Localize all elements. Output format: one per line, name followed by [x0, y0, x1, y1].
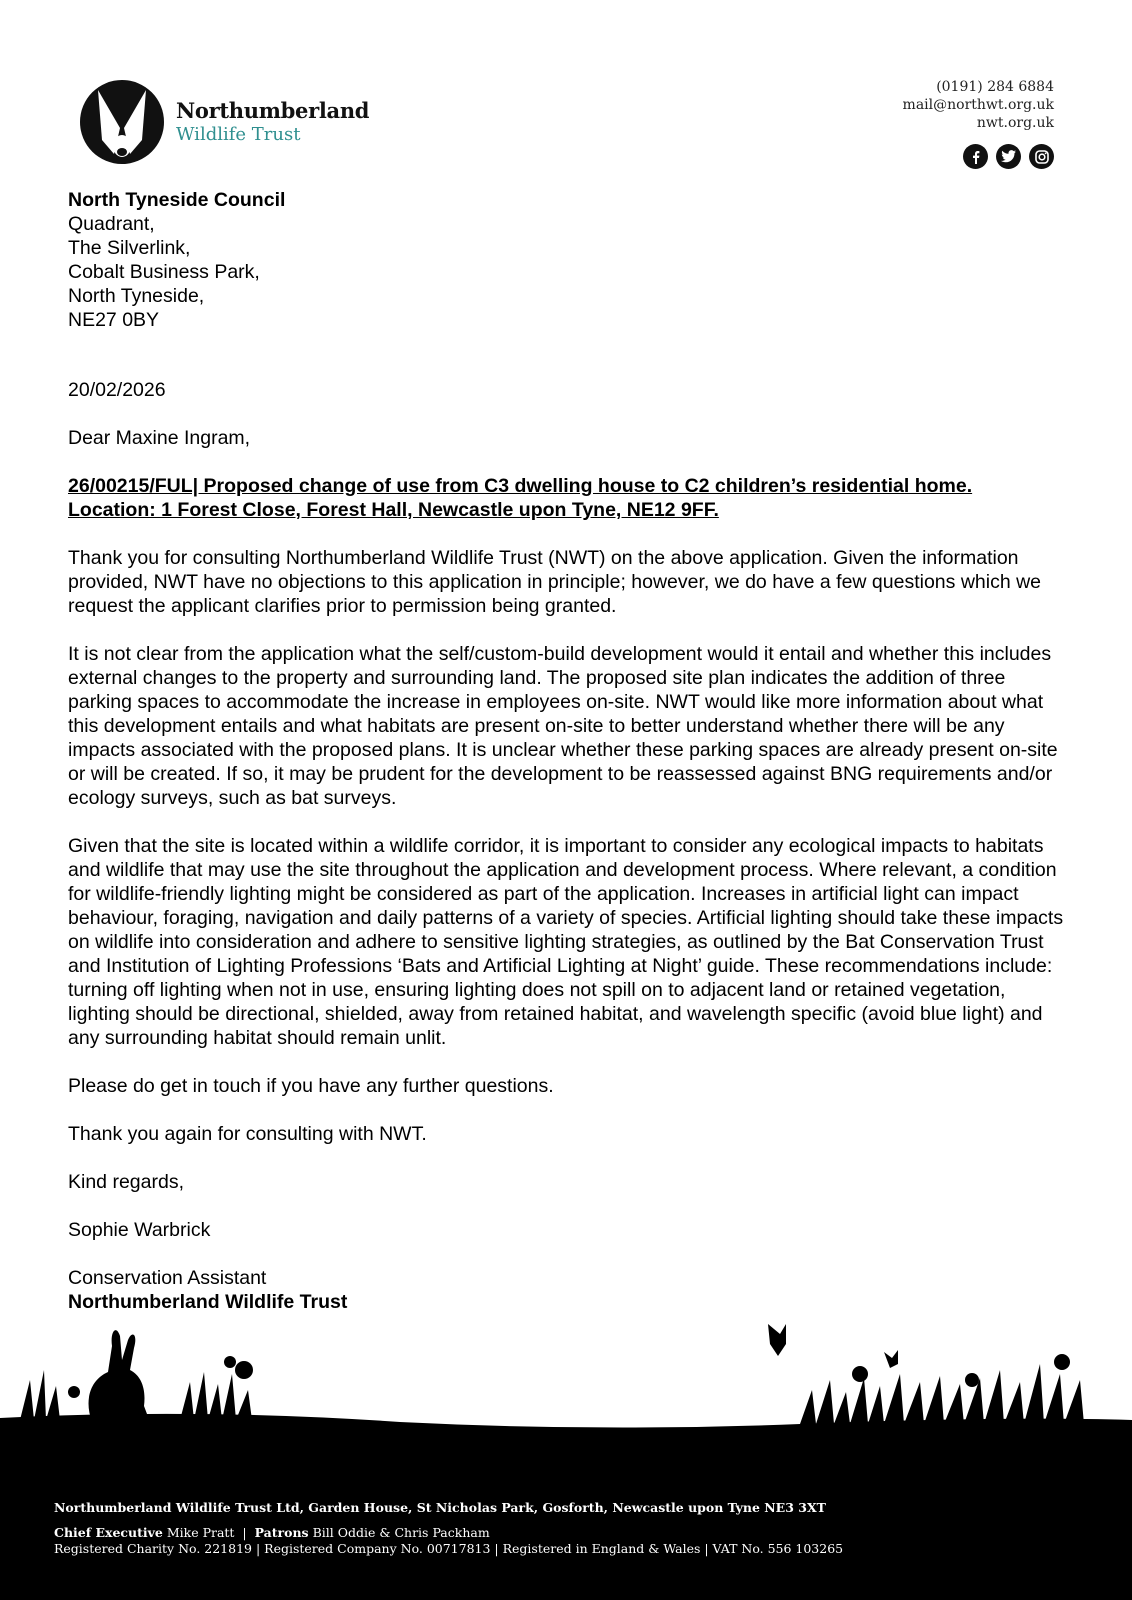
- website-link[interactable]: nwt.org.uk: [976, 115, 1054, 131]
- contact-block: [903, 78, 1054, 132]
- closing: Kind regards,: [68, 1171, 184, 1193]
- footer-silhouette: [0, 1320, 1132, 1600]
- address-line: North Tyneside,: [68, 285, 205, 307]
- email-link[interactable]: mail@northwt.org.uk: [902, 97, 1054, 113]
- phone-number: (0191) 284 6884: [936, 79, 1054, 95]
- letter-date: 20/02/2026: [68, 379, 166, 401]
- paragraph: Please do get in touch if you have any further questions.: [68, 1075, 554, 1097]
- footer-address: Northumberland Wildlife Trust Ltd, Garden House, St Nicholas Park, Gosforth, Newcastle upon Tyne NE3 3XT: [54, 1500, 826, 1515]
- signatory-title: Conservation Assistant: [68, 1267, 267, 1289]
- signatory-organisation: Northumberland Wildlife Trust: [68, 1291, 348, 1313]
- ceo-name: Mike Pratt: [166, 1525, 235, 1540]
- subject-line-1: 26/00215/FUL| Proposed change of use from C3 dwelling house to C2 children’s residential home.: [68, 475, 973, 497]
- patrons-names: Bill Oddie & Chris Packham: [312, 1525, 490, 1540]
- paragraph: Given that the site is located within a wildlife corridor, it is important to consider any ecological impacts to habitats and wildlife that may use the site throughout the application and development process. Where relevant, a condition for wildlife-friendly lighting might be considered as part of the application. Increases in artificial light can impact behaviour, foraging, navigation and daily patterns of a variety of species. Artificial lighting should take these impacts on wildlife into consideration and adhere to sensitive lighting strategies, as outlined by the Bat Conservation Trust and Institution of Lighting Professions ‘Bats and Artificial Lighting at Night’ guide. These recommendations include: turning off lighting when not in use, ensuring lighting does not spill on to adjacent land or retained vegetation, lighting should be directional, shielded, away from retained habitat, and wavelength specific (avoid blue light) and any surrounding habitat should remain unlit.: [68, 835, 1064, 1049]
- facebook-icon[interactable]: [963, 144, 988, 169]
- salutation: Dear Maxine Ingram,: [68, 427, 251, 449]
- letter-body: [68, 188, 1068, 1314]
- subject-line-2: Location: 1 Forest Close, Forest Hall, Newcastle upon Tyne, NE12 9FF.: [68, 499, 719, 521]
- instagram-icon[interactable]: [1029, 144, 1054, 169]
- org-name-line2: Wildlife Trust: [176, 124, 301, 145]
- subject-heading: [68, 474, 1068, 522]
- footer-leadership: Chief Executive Mike Pratt | Patrons Bill Oddie & Chris Packham: [54, 1525, 490, 1540]
- butterfly-silhouette: [884, 1350, 898, 1368]
- twitter-icon[interactable]: [996, 144, 1021, 169]
- address-line: The Silverlink,: [68, 237, 191, 259]
- footer-registration: Registered Charity No. 221819 | Registered Company No. 00717813 | Registered in England & Wales | VAT No. 556 103265: [54, 1541, 844, 1556]
- address-line: NE27 0BY: [68, 309, 160, 331]
- footer-info: [54, 1500, 843, 1557]
- address-line: Quadrant,: [68, 213, 155, 235]
- address-line: Cobalt Business Park,: [68, 261, 260, 283]
- recipient-name: North Tyneside Council: [68, 189, 286, 211]
- patrons-label: Patrons: [254, 1525, 309, 1540]
- social-links: [963, 144, 1054, 169]
- ceo-label: Chief Executive: [54, 1525, 163, 1540]
- signatory-name: Sophie Warbrick: [68, 1219, 211, 1241]
- paragraph: It is not clear from the application what the self/custom-build development would it entail and whether this includes external changes to the property and surrounding land. The proposed site plan indicates the addition of three parking spaces to accommodate the increase in employees on-site. NWT would like more information about what this development entails and what habitats are present on-site to better understand whether there will be any impacts associated with the proposed plans. It is unclear whether these parking spaces are already present on-site or will be created. If so, it may be prudent for the development to be reassessed against BNG requirements and/or ecology surveys, such as bat surveys.: [68, 643, 1058, 809]
- paragraph: Thank you again for consulting with NWT.: [68, 1123, 427, 1145]
- paragraph: Thank you for consulting Northumberland Wildlife Trust (NWT) on the above application. Given the information provided, NWT have no objections to this application in principle; however, we do have a few questions which we request the applicant clarifies prior to permission being granted.: [68, 547, 1042, 617]
- org-name-line1: Northumberland: [176, 98, 370, 123]
- butterfly-silhouette: [768, 1324, 786, 1356]
- hare-silhouette: [89, 1330, 150, 1422]
- recipient-block: [68, 188, 1068, 332]
